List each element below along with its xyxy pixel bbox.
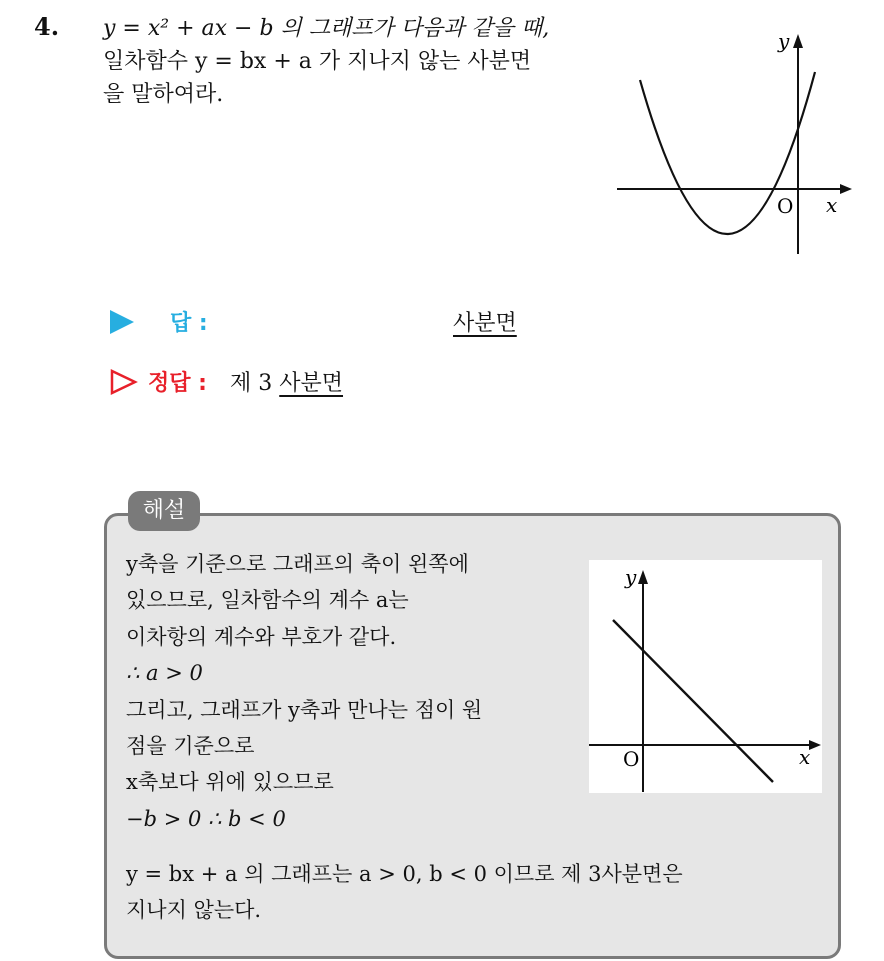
answer-value: 사분면 <box>453 311 517 336</box>
graph2-x-label: x <box>799 745 811 769</box>
question-line-2: 일차함수 y = bx + a 가 지나지 않는 사분면 <box>103 49 532 74</box>
question-number: 4. <box>34 12 60 41</box>
explanation-conclusion <box>126 856 683 928</box>
explanation-final-line-2: 지나지 않는다. <box>126 898 262 922</box>
graph1-x-label: x <box>826 193 838 217</box>
graph1-y-label: y <box>778 29 790 53</box>
explanation-line-2: 있으므로, 일차함수의 계수 a는 <box>126 588 409 613</box>
explanation-line-1: y축을 기준으로 그래프의 축이 왼쪽에 <box>126 552 469 576</box>
question-text <box>103 12 603 111</box>
graph2-x-arrow-icon <box>809 740 821 750</box>
answer-label: 답 : <box>170 311 208 336</box>
explanation-line-5: 그리고, 그래프가 y축과 만나는 점이 원 <box>126 697 483 722</box>
explanation-line-6: 점을 기준으로 <box>126 734 255 759</box>
graph1-y-arrow-icon <box>793 34 803 48</box>
explanation-line-7: x축보다 위에 있으므로 <box>126 770 334 795</box>
correct-answer-prefix: 제 3 <box>230 371 280 396</box>
question-line-3: 을 말하여라. <box>103 82 224 107</box>
explanation-tag: 해설 <box>128 491 200 531</box>
graph2-y-label: y <box>625 565 637 589</box>
explanation-line-8: −b > 0 ∴ b < 0 <box>126 806 286 831</box>
explanation-line-4: ∴ a > 0 <box>126 661 203 686</box>
graph2-origin-label: O <box>623 747 640 771</box>
question-line-1: y = x² + ax − b 의 그래프가 다음과 같을 때, <box>103 16 550 41</box>
answer-arrow-icon <box>110 310 134 334</box>
explanation-final-line-1: y = bx + a 의 그래프는 a > 0, b < 0 이므로 제 3사분면은 <box>126 862 683 886</box>
parabola-graph <box>612 22 857 262</box>
correct-answer-underlined: 사분면 <box>279 371 344 396</box>
explanation-line-3: 이차항의 계수와 부호가 같다. <box>126 624 397 649</box>
correct-answer-value <box>230 366 343 397</box>
graph2-y-arrow-icon <box>638 570 648 584</box>
graph1-x-arrow-icon <box>840 184 852 194</box>
graph1-origin-label: O <box>777 194 794 218</box>
correct-answer-label: 정답 : <box>148 371 207 396</box>
line-graph <box>589 560 822 793</box>
explanation-text <box>126 546 482 837</box>
correct-arrow-icon <box>110 369 138 395</box>
